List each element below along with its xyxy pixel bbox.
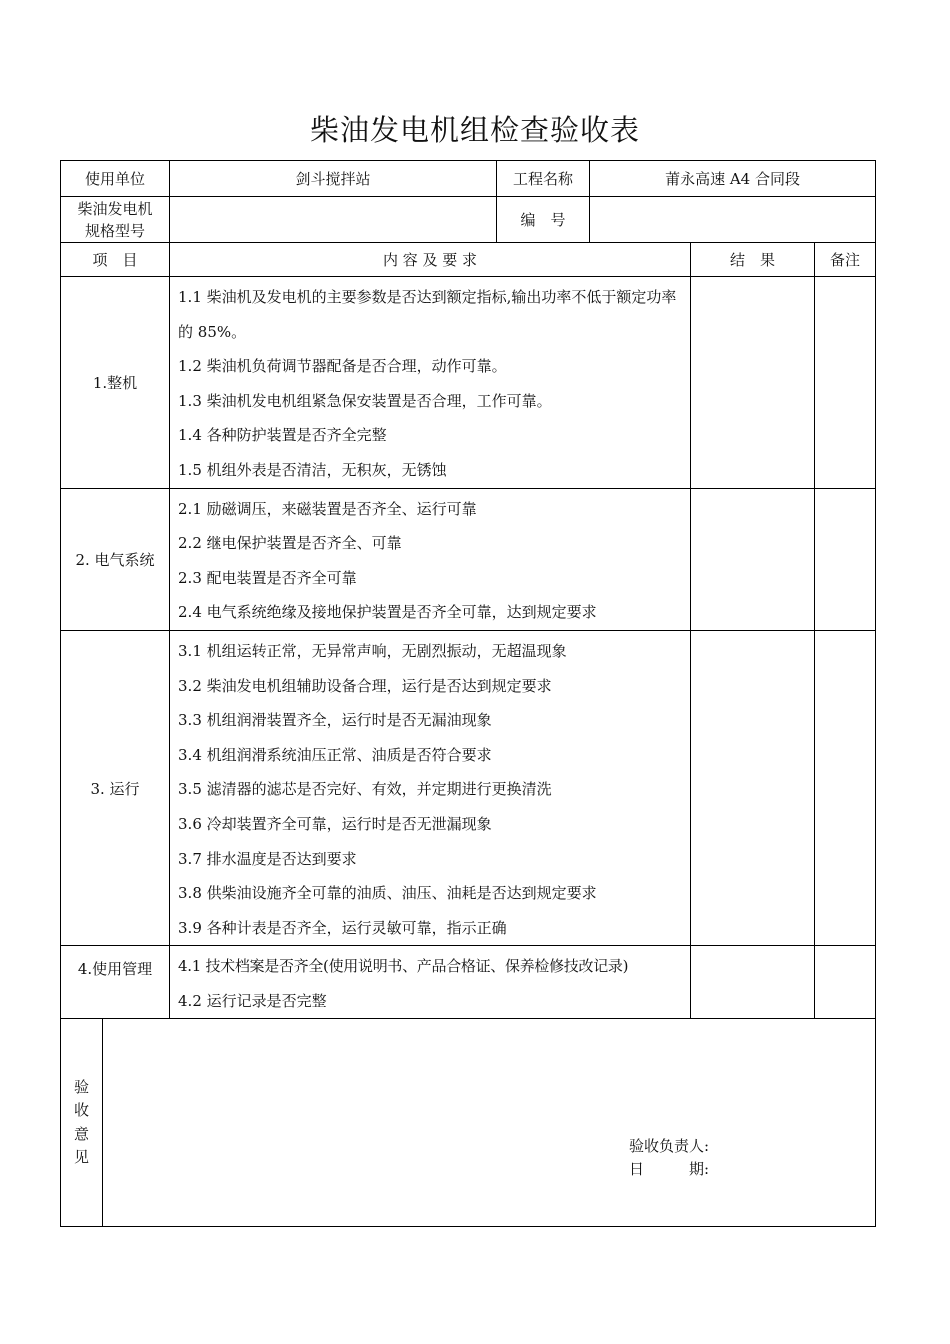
signature-area bbox=[103, 1019, 875, 1225]
check-item: 3.6 冷却装置齐全可靠，运行时是否无泄漏现象 bbox=[178, 814, 492, 833]
check-item: 3.5 滤清器的滤芯是否完好、有效，并定期进行更换清洗 bbox=[178, 780, 552, 799]
signature-block bbox=[629, 1135, 709, 1181]
opinion-label bbox=[61, 1019, 103, 1227]
inspection-form bbox=[60, 160, 876, 1227]
check-item: 1.3 柴油机发电机组紧急保安装置是否合理，工作可靠。 bbox=[178, 391, 552, 410]
section-name: 2. 电气系统 bbox=[61, 488, 170, 630]
section-name: 3. 运行 bbox=[61, 630, 170, 945]
check-item: 1.4 各种防护装置是否齐全完整 bbox=[178, 426, 387, 445]
section-items bbox=[170, 277, 691, 489]
section-name: 4.使用管理 bbox=[61, 946, 170, 1019]
opinion-label-char: 验 bbox=[73, 1077, 89, 1096]
check-item: 1.5 机组外表是否清洁，无积灰，无锈蚀 bbox=[178, 460, 447, 479]
model-value[interactable] bbox=[170, 197, 497, 243]
remark-cell[interactable] bbox=[815, 630, 876, 945]
check-item: 1.1 柴油机及发电机的主要参数是否达到额定指标,输出功率不低于额定功率的 85%。 bbox=[178, 288, 677, 341]
check-item: 4.2 运行记录是否完整 bbox=[178, 991, 327, 1010]
project-value[interactable]: 莆永高速 A4 合同段 bbox=[590, 161, 876, 197]
remark-cell[interactable] bbox=[815, 488, 876, 630]
remark-cell[interactable] bbox=[815, 946, 876, 1019]
check-item: 2.1 励磁调压，来磁装置是否齐全、运行可靠 bbox=[178, 499, 477, 518]
column-header-content: 内 容 及 要 求 bbox=[170, 243, 691, 277]
page-title: 柴油发电机组检查验收表 bbox=[309, 113, 640, 147]
section-items bbox=[170, 630, 691, 945]
column-header-result: 结 果 bbox=[691, 243, 815, 277]
remark-cell[interactable] bbox=[815, 277, 876, 489]
model-label bbox=[61, 197, 170, 243]
check-item: 3.9 各种计表是否齐全，运行灵敏可靠，指示正确 bbox=[178, 918, 507, 937]
model-label-line1: 柴油发电机 bbox=[77, 199, 153, 218]
opinion-label-char: 见 bbox=[73, 1148, 89, 1167]
number-value[interactable] bbox=[590, 197, 876, 243]
section-name: 1.整机 bbox=[61, 277, 170, 489]
check-item: 3.1 机组运转正常，无异常声响，无剧烈振动，无超温现象 bbox=[178, 641, 567, 660]
check-item: 2.4 电气系统绝缘及接地保护装置是否齐全可靠，达到规定要求 bbox=[178, 603, 597, 622]
opinion-content[interactable] bbox=[103, 1019, 876, 1227]
responsible-label: 验收负责人: bbox=[629, 1137, 710, 1156]
unit-label: 使用单位 bbox=[61, 161, 170, 197]
opinion-label-char: 收 bbox=[73, 1101, 89, 1120]
number-label: 编 号 bbox=[497, 197, 590, 243]
result-cell[interactable] bbox=[691, 630, 815, 945]
unit-value[interactable]: 剑斗搅拌站 bbox=[170, 161, 497, 197]
result-cell[interactable] bbox=[691, 488, 815, 630]
check-item: 3.3 机组润滑装置齐全，运行时是否无漏油现象 bbox=[178, 711, 492, 730]
section-items bbox=[170, 488, 691, 630]
check-item: 3.2 柴油发电机组辅助设备合理，运行是否达到规定要求 bbox=[178, 676, 552, 695]
check-item: 3.7 排水温度是否达到要求 bbox=[178, 849, 357, 868]
column-header-item: 项 目 bbox=[61, 243, 170, 277]
check-item: 2.3 配电装置是否齐全可靠 bbox=[178, 568, 357, 587]
model-label-line2: 规格型号 bbox=[85, 221, 146, 240]
result-cell[interactable] bbox=[691, 277, 815, 489]
check-item: 1.2 柴油机负荷调节器配备是否合理，动作可靠。 bbox=[178, 357, 507, 376]
date-label: 日 期: bbox=[629, 1160, 710, 1179]
check-item: 2.2 继电保护装置是否齐全、可靠 bbox=[178, 534, 402, 553]
project-label: 工程名称 bbox=[497, 161, 590, 197]
check-item: 4.1 技术档案是否齐全(使用说明书、产品合格证、保养检修技改记录) bbox=[178, 957, 629, 976]
section-items bbox=[170, 946, 691, 1019]
column-header-remark: 备注 bbox=[815, 243, 876, 277]
result-cell[interactable] bbox=[691, 946, 815, 1019]
check-item: 3.4 机组润滑系统油压正常、油质是否符合要求 bbox=[178, 745, 492, 764]
opinion-label-char: 意 bbox=[73, 1124, 89, 1143]
check-item: 3.8 供柴油设施齐全可靠的油质、油压、油耗是否达到规定要求 bbox=[178, 884, 597, 903]
